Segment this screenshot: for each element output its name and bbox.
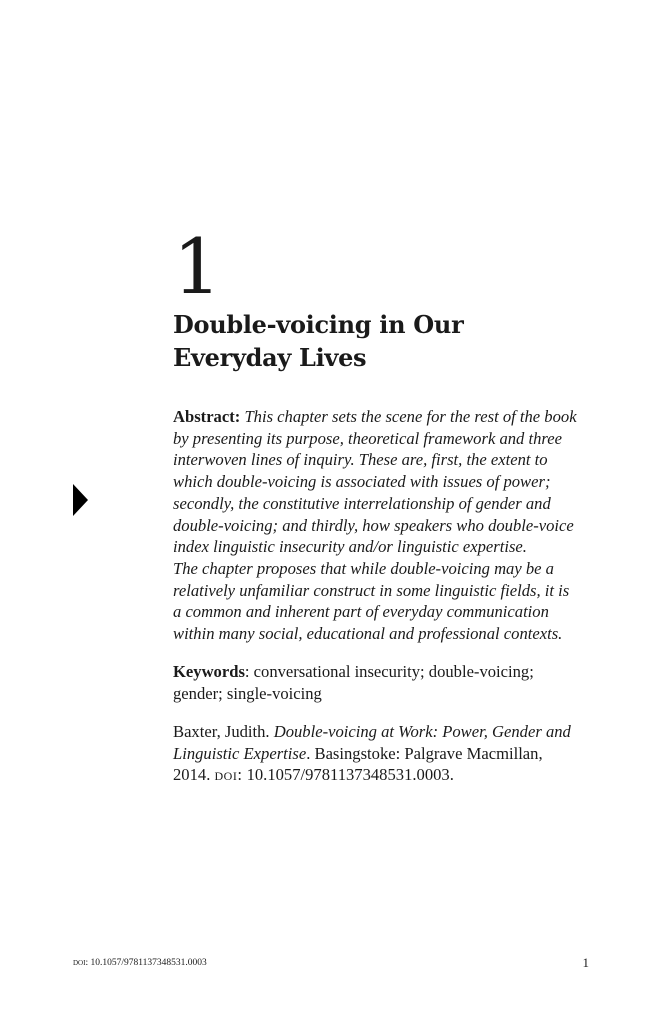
- citation-title-2: Linguistic Expertise: [173, 743, 307, 763]
- chapter-title-line-2: Everyday Lives: [173, 343, 367, 372]
- citation-publisher: . Basingstoke: Palgrave Macmillan,: [306, 743, 543, 763]
- keywords-label: Keywords: [173, 662, 245, 681]
- keywords: [173, 661, 593, 704]
- abstract-line-1: [173, 406, 593, 428]
- abstract: [173, 406, 593, 645]
- footer-doi-value: 10.1057/9781137348531.0003: [88, 958, 207, 968]
- citation-doi: 10.1057/9781137348531.0003.: [242, 765, 454, 785]
- keywords-line-1: [173, 661, 593, 683]
- abstract-line-4: which double-voicing is associated with issues of power;: [173, 472, 551, 492]
- keywords-line-2: gender; single-voicing: [173, 683, 322, 703]
- keywords-text-1: : conversational insecurity; double-voicing;: [244, 662, 534, 681]
- citation: [173, 721, 593, 786]
- abstract-line-6: double-voicing; and thirdly, how speakers who double-voice: [173, 515, 574, 535]
- chapter-number: 1: [173, 222, 222, 311]
- abstract-label: Abstract:: [173, 407, 241, 426]
- abstract-line-10: a common and inherent part of everyday communication: [173, 602, 549, 622]
- page-number: 1: [582, 955, 589, 970]
- abstract-line-8: The chapter proposes that while double-voicing may be a: [173, 558, 554, 578]
- abstract-line-9: relatively unfamiliar construct in some linguistic fields, it is: [173, 580, 570, 600]
- footer-doi: [73, 957, 207, 969]
- abstract-line-2: by presenting its purpose, theoretical framework and three: [173, 428, 562, 448]
- abstract-line-text: This chapter sets the scene for the rest of the book: [244, 407, 577, 426]
- abstract-line-3: interwoven lines of inquiry. These are, first, the extent to: [173, 450, 548, 470]
- citation-year: 2014.: [173, 765, 215, 785]
- footer-doi-label: doi:: [73, 958, 89, 968]
- citation-doi-label: doi:: [214, 765, 243, 785]
- abstract-line-11: within many social, educational and professional contexts.: [173, 624, 563, 644]
- citation-line-3: [173, 764, 593, 786]
- chapter-title: [173, 308, 593, 374]
- abstract-line-7: index linguistic insecurity and/or linguistic expertise.: [173, 537, 527, 557]
- citation-line-2: [173, 743, 593, 765]
- citation-line-1: [173, 721, 593, 743]
- chapter-title-line-1: Double-voicing in Our: [173, 310, 464, 339]
- page-marker-arrow-icon: [73, 484, 88, 516]
- abstract-line-5: secondly, the constitutive interrelationship of gender and: [173, 493, 551, 513]
- citation-author: Baxter, Judith.: [173, 722, 274, 741]
- citation-title-1: Double-voicing at Work: Power, Gender and: [273, 722, 571, 741]
